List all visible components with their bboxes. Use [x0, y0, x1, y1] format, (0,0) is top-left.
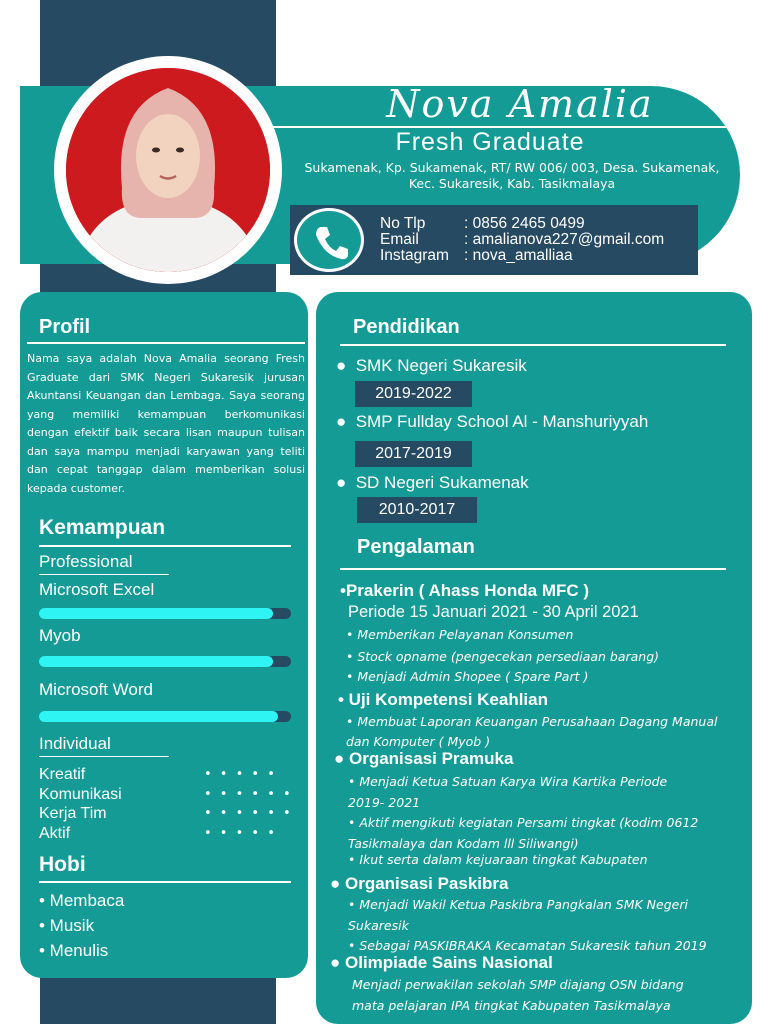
phone-icon	[312, 223, 352, 263]
experience-title-text: Olimpiade Sains Nasional	[345, 953, 553, 972]
experience-title: ● Organisasi Pramuka	[334, 749, 514, 768]
soft-skill-rating: • • • • • •	[204, 806, 293, 821]
experience-detail: 2019- 2021	[348, 795, 421, 810]
experience-detail: • Menjadi Ketua Satuan Karya Wira Kartika Periode	[348, 774, 668, 789]
soft-skill-label: Aktif	[39, 825, 71, 842]
experience-detail: • Aktif mengikuti kegiatan Persami tingkat (kodim 0612	[348, 815, 699, 830]
soft-skill-rating: • • • • •	[204, 826, 277, 841]
experience-title: ● Organisasi Paskibra	[330, 874, 509, 893]
contact-email-value: : amalianova227@gmail.com	[464, 231, 665, 248]
skill-word-label: Microsoft Word	[39, 680, 153, 699]
hobby-item: • Menulis	[39, 941, 109, 960]
job-title: Fresh Graduate	[395, 128, 585, 156]
skill-excel-label: Microsoft Excel	[39, 580, 155, 599]
individual-heading: Individual	[39, 734, 111, 753]
experience-detail: • Sebagai PASKIBRAKA Kecamatan Sukaresik tahun 2019	[348, 938, 707, 953]
skill-word-fill	[39, 711, 278, 722]
professional-underline	[39, 574, 169, 575]
contact-list	[380, 216, 664, 264]
experience-detail: Menjadi perwakilan sekolah SMP diajang OSN bidang	[352, 977, 684, 992]
education-item: ● SMK Negeri Sukaresik	[336, 356, 527, 375]
education-divider	[340, 344, 726, 346]
individual-underline	[39, 756, 169, 757]
experience-detail: • Ikut serta dalam kejuaraan tingkat Kabupaten	[348, 852, 648, 867]
soft-skill-label: Kreatif	[39, 766, 86, 783]
skill-word-bar	[39, 711, 291, 722]
contact-instagram	[380, 248, 664, 264]
soft-skill-rating: • • • • •	[204, 767, 277, 782]
experience-title: ● Olimpiade Sains Nasional	[330, 953, 553, 972]
education-item: ● SD Negeri Sukamenak	[336, 473, 529, 492]
skill-excel-fill	[39, 608, 273, 619]
hobby-item: • Musik	[39, 916, 95, 935]
experience-title: • Uji Kompetensi Keahlian	[338, 690, 548, 709]
hobbies-divider	[39, 881, 291, 883]
contact-email-label: Email	[380, 231, 419, 248]
skill-excel-bar	[39, 608, 291, 619]
experience-detail: Tasikmalaya dan Kodam lll Siliwangi)	[348, 836, 579, 851]
profile-divider	[27, 342, 305, 344]
soft-skill-rating: • • • • • •	[204, 787, 293, 802]
school-name: SMP Fullday School Al - Manshuriyyah	[355, 412, 649, 431]
experience-detail: dan Komputer ( Myob )	[346, 734, 491, 749]
experience-divider	[340, 568, 726, 570]
skill-myob-bar	[39, 656, 291, 667]
contact-phone	[380, 216, 664, 232]
address	[282, 160, 742, 192]
experience-detail: • Menjadi Wakil Ketua Paskibra Pangkalan SMK Negeri	[348, 897, 688, 912]
experience-detail: • Menjadi Admin Shopee ( Spare Part )	[346, 669, 589, 684]
contact-phone-value: : 0856 2465 0499	[464, 215, 585, 232]
full-name: Nova Amalia	[386, 82, 654, 126]
hobbies-heading: Hobi	[39, 853, 86, 876]
experience-detail: • Membuat Laporan Keuangan Perusahaan Dagang Manual	[346, 714, 718, 729]
phone-badge	[294, 208, 364, 272]
experience-detail: • Stock opname (pengecekan persediaan barang)	[346, 649, 660, 664]
skills-divider	[39, 545, 291, 547]
contact-instagram-value: : nova_amalliaa	[464, 247, 573, 264]
contact-phone-label: No Tlp	[380, 215, 426, 232]
education-years: 2010-2017	[357, 497, 477, 523]
skill-myob-label: Myob	[39, 626, 81, 645]
experience-title-text: Organisasi Pramuka	[349, 749, 514, 768]
profile-text: Nama saya adalah Nova Amalia seorang Fresh Graduate dari SMK Negeri Sukaresik jurusan Akuntansi Keuangan dan Lembaga. Saya seorang yang memiliki kemampuan berkomunikasi dengan efektif baik secara lisan maupun tulisan dan saya mampu menjadi karyawan yang teliti dan cepat tanggap dalam memberikan solusi kepada customer.	[27, 352, 305, 495]
experience-detail: Sukaresik	[348, 918, 409, 933]
professional-heading: Professional	[39, 552, 133, 571]
school-name: SD Negeri Sukamenak	[355, 473, 529, 492]
education-heading: Pendidikan	[353, 316, 460, 338]
skills-heading: Kemampuan	[39, 516, 166, 539]
experience-period: Periode 15 Januari 2021 - 30 April 2021	[348, 603, 639, 621]
address-line-1: Sukamenak, Kp. Sukamenak, RT/ RW 006/ 003, Desa. Sukamenak,	[304, 160, 720, 175]
profile-photo	[66, 68, 270, 272]
contact-email	[380, 232, 664, 248]
contact-instagram-label: Instagram	[380, 247, 449, 264]
soft-skill-label: Komunikasi	[39, 786, 122, 803]
soft-skill-label: Kerja Tim	[39, 805, 107, 822]
education-years: 2019-2022	[355, 381, 472, 407]
experience-heading: Pengalaman	[357, 536, 475, 558]
skill-myob-fill	[39, 656, 273, 667]
experience-title: •Prakerin ( Ahass Honda MFC )	[340, 581, 590, 600]
experience-title-text: Organisasi Paskibra	[345, 874, 509, 893]
education-item: ● SMP Fullday School Al - Manshuriyyah	[336, 412, 649, 431]
hobby-item: • Membaca	[39, 891, 125, 910]
education-years: 2017-2019	[355, 441, 472, 467]
address-line-2: Kec. Sukaresik, Kab. Tasikmalaya	[408, 176, 616, 191]
experience-detail: mata pelajaran IPA tingkat Kabupaten Tasikmalaya	[352, 998, 671, 1013]
school-name: SMK Negeri Sukaresik	[355, 356, 527, 375]
profile-heading: Profil	[39, 316, 91, 338]
experience-detail: • Memberikan Pelayanan Konsumen	[346, 627, 574, 642]
